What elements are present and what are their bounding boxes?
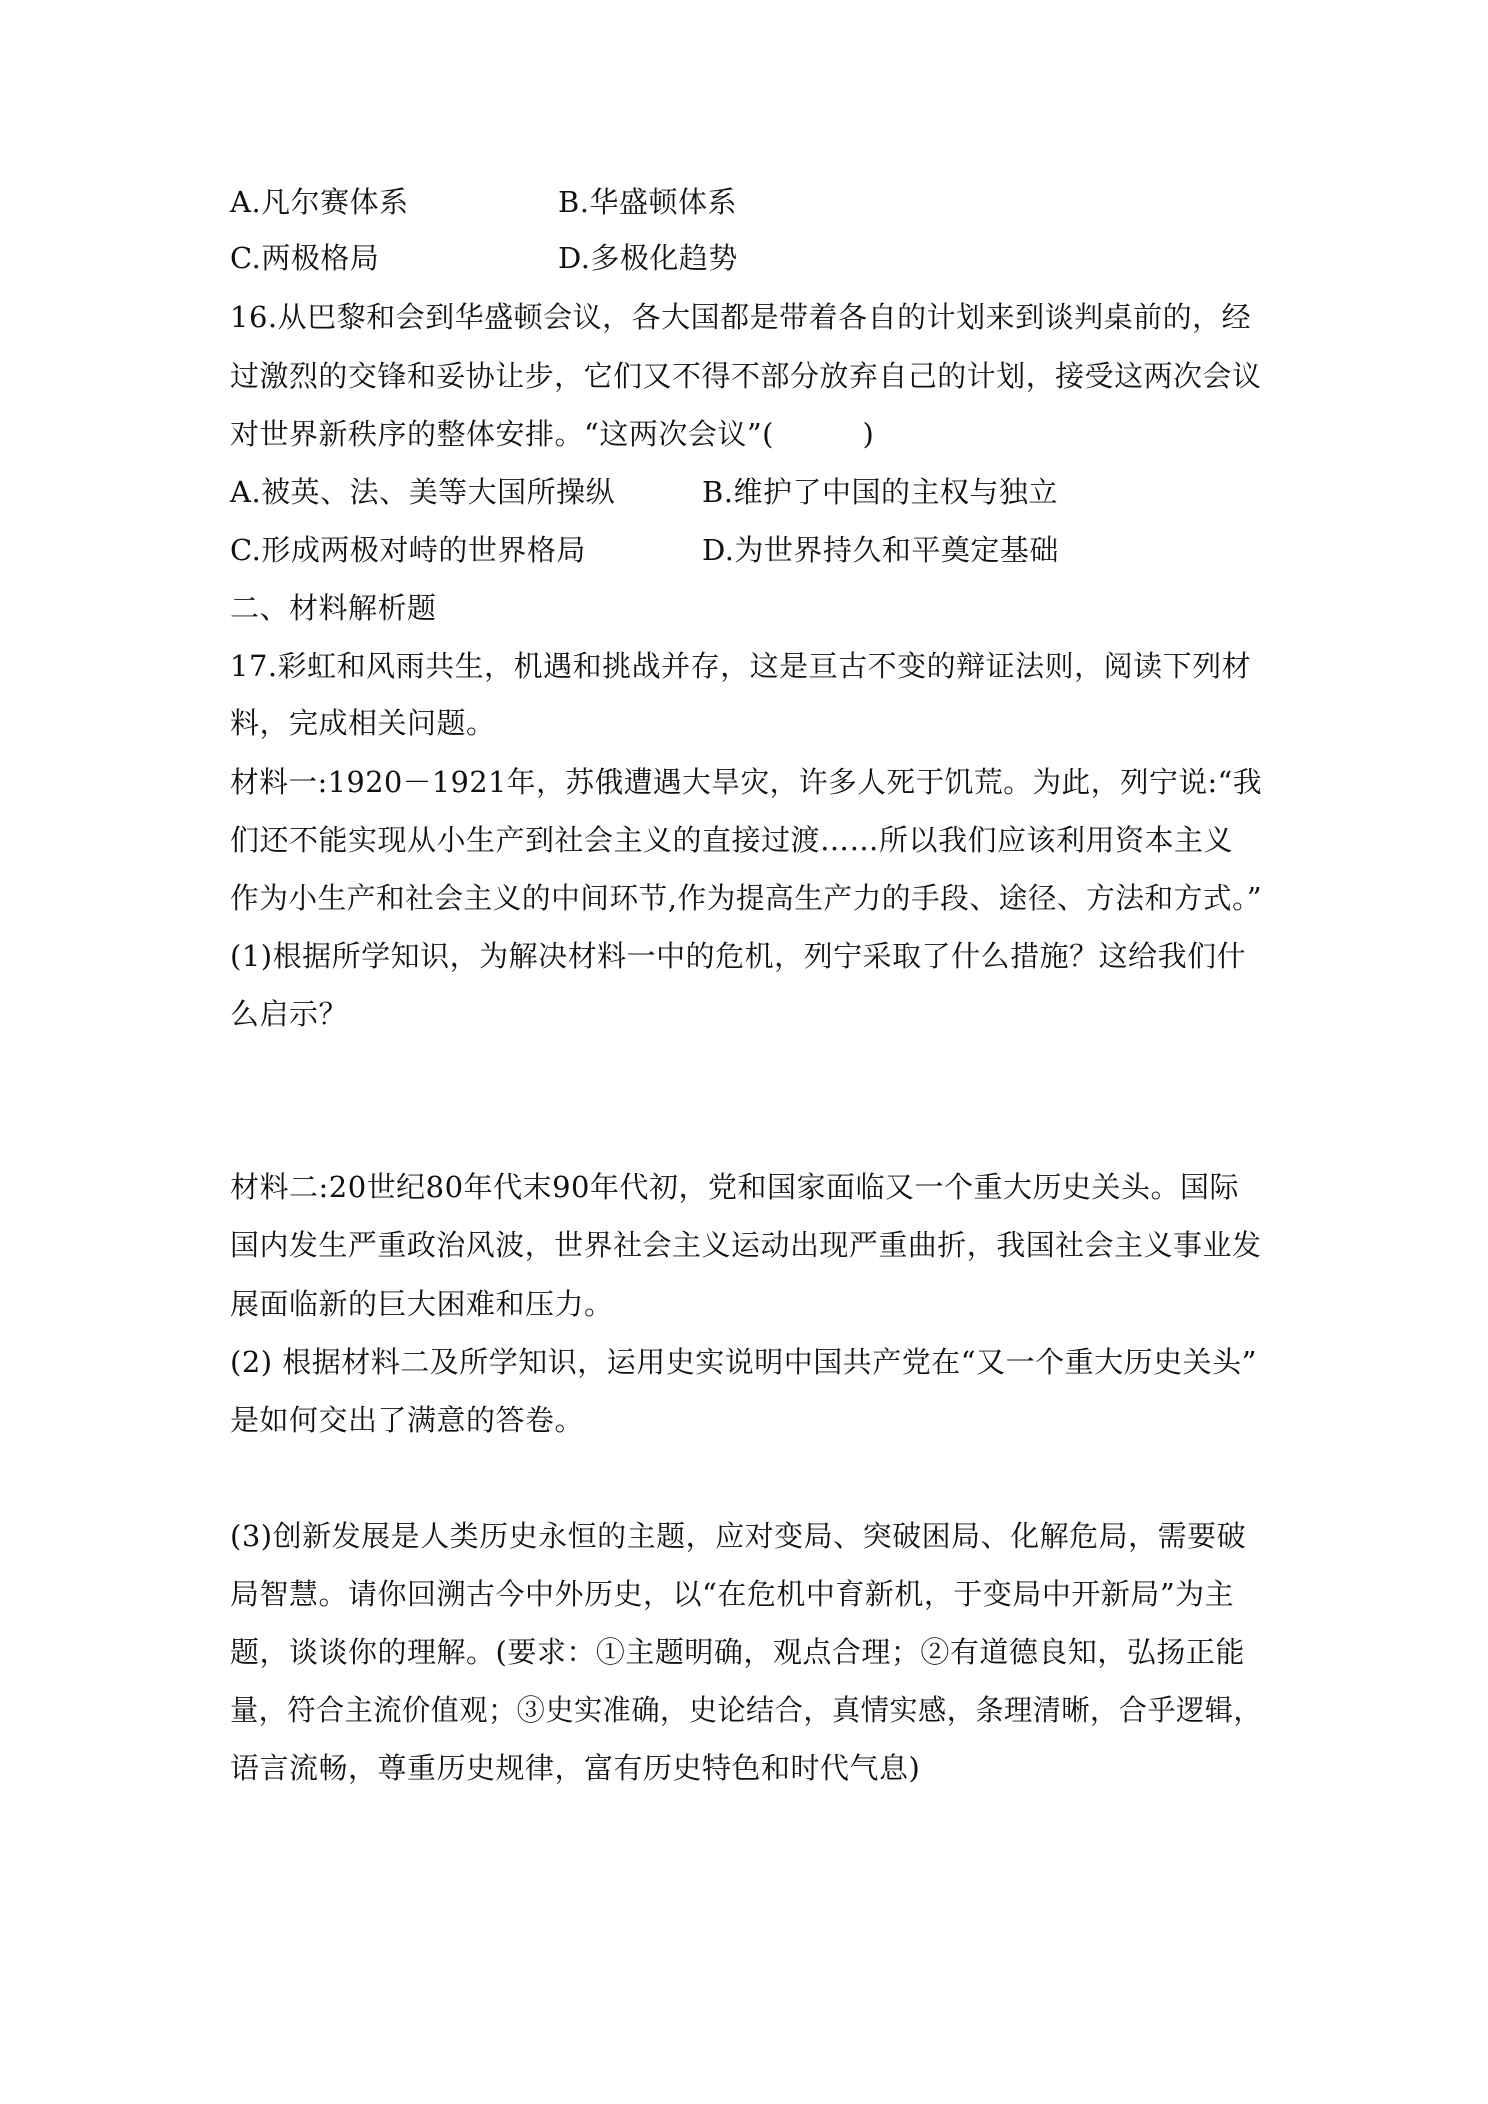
q16-stem-line-3: 对世界新秩序的整体安排。“这两次会议”( ) — [230, 417, 875, 451]
q15-option-b: B.华盛顿体系 — [558, 185, 738, 219]
q17-sub1-line-1: (1)根据所学知识，为解决材料一中的危机，列宁采取了什么措施？这给我们什 — [230, 939, 1247, 973]
q16-option-d: D.为世界持久和平奠定基础 — [702, 533, 1059, 567]
material-2-line-3: 展面临新的巨大困难和压力。 — [230, 1287, 614, 1321]
material-1-line-2: 们还不能实现从小生产到社会主义的直接过渡……所以我们应该利用资本主义 — [230, 823, 1234, 857]
q17-sub3-line-3: 题，谈谈你的理解。(要求：①主题明确，观点合理；②有道德良知，弘扬正能 — [230, 1635, 1245, 1669]
q17-stem-line-2: 料，完成相关问题。 — [230, 706, 496, 740]
section-2-title: 二、材料解析题 — [230, 591, 437, 625]
q15-option-c: C.两极格局 — [230, 241, 380, 275]
material-2-line-1: 材料二:20世纪80年代末90年代初，党和国家面临又一个重大历史关头。国际 — [230, 1170, 1239, 1204]
material-1-line-1: 材料一:1920－1921年，苏俄遭遇大旱灾，许多人死于饥荒。为此，列宁说:“我 — [230, 765, 1263, 799]
q17-sub2-line-1: (2) 根据材料二及所学知识，运用史实说明中国共产党在“又一个重大历史关头” — [230, 1345, 1257, 1379]
q15-option-a: A.凡尔赛体系 — [230, 185, 409, 219]
q17-sub2-line-2: 是如何交出了满意的答卷。 — [230, 1403, 585, 1437]
q16-stem-line-2: 过激烈的交锋和妥协让步，它们又不得不部分放弃自己的计划，接受这两次会议 — [230, 359, 1262, 393]
q17-sub3-line-5: 语言流畅，尊重历史规律，富有历史特色和时代气息) — [230, 1751, 921, 1785]
q16-option-a: A.被英、法、美等大国所操纵 — [230, 475, 616, 509]
q17-sub3-line-1: (3)创新发展是人类历史永恒的主题，应对变局、突破困局、化解危局，需要破 — [230, 1519, 1247, 1553]
q16-option-c: C.形成两极对峙的世界格局 — [230, 533, 586, 567]
material-1-line-3: 作为小生产和社会主义的中间环节,作为提高生产力的手段、途径、方法和方式。” — [230, 881, 1263, 915]
q17-sub1-line-2: 么启示？ — [230, 997, 349, 1031]
q17-sub3-line-4: 量，符合主流价值观；③史实准确，史论结合，真情实感，条理清晰，合乎逻辑， — [230, 1693, 1263, 1727]
q16-stem-line-1: 16.从巴黎和会到华盛顿会议，各大国都是带着各自的计划来到谈判桌前的，经 — [230, 300, 1252, 334]
q17-stem-line-1: 17.彩虹和风雨共生，机遇和挑战并存，这是亘古不变的辩证法则，阅读下列材 — [230, 649, 1252, 683]
q15-option-d: D.多极化趋势 — [558, 241, 738, 275]
q17-sub3-line-2: 局智慧。请你回溯古今中外历史，以“在危机中育新机，于变局中开新局”为主 — [230, 1577, 1235, 1611]
q16-option-b: B.维护了中国的主权与独立 — [702, 475, 1059, 509]
material-2-line-2: 国内发生严重政治风波，世界社会主义运动出现严重曲折，我国社会主义事业发 — [230, 1228, 1262, 1262]
